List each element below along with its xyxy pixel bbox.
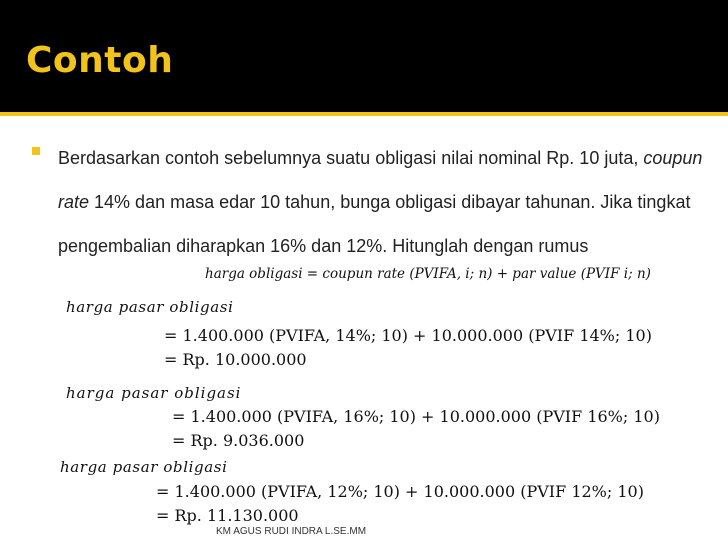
example-label: harga pasar obligasi: [66, 384, 242, 402]
paragraph-text-2: 14% dan masa edar 10 tahun, bunga obligasi dibayar tahunan. Jika tingkat pengembalian diharapkan 16% dan 12%. Hitunglah dengan rumus: [58, 192, 691, 256]
paragraph-text-1: Berdasarkan contoh sebelumnya suatu obligasi nilai nominal Rp. 10 juta,: [58, 148, 639, 168]
bullet-paragraph: [58, 136, 718, 268]
square-bullet-icon: [32, 147, 40, 155]
bond-price-formula: harga obligasi = coupun rate (PVIFA, i; n) + par value (PVIF i; n): [205, 266, 651, 282]
slide-footer: KM AGUS RUDI INDRA L.SE.MM: [216, 526, 367, 537]
coupun-rate-term: coupun rate: [58, 148, 703, 212]
example-equation: = 1.400.000 (PVIFA, 12%; 10) + 10.000.000 (PVIF 12%; 10): [156, 482, 644, 501]
example-equation: = 1.400.000 (PVIFA, 14%; 10) + 10.000.000 (PVIF 14%; 10): [164, 326, 652, 345]
example-result: = Rp. 10.000.000: [164, 350, 307, 369]
example-label: harga pasar obligasi: [66, 298, 234, 316]
slide-title: Contoh: [26, 40, 174, 81]
example-result: = Rp. 11.130.000: [156, 506, 299, 525]
example-label: harga pasar obligasi: [60, 458, 228, 476]
example-result: = Rp. 9.036.000: [172, 431, 305, 450]
example-equation: = 1.400.000 (PVIFA, 16%; 10) + 10.000.000 (PVIF 16%; 10): [172, 407, 660, 426]
title-divider: [0, 112, 728, 116]
title-bar: [0, 0, 728, 112]
